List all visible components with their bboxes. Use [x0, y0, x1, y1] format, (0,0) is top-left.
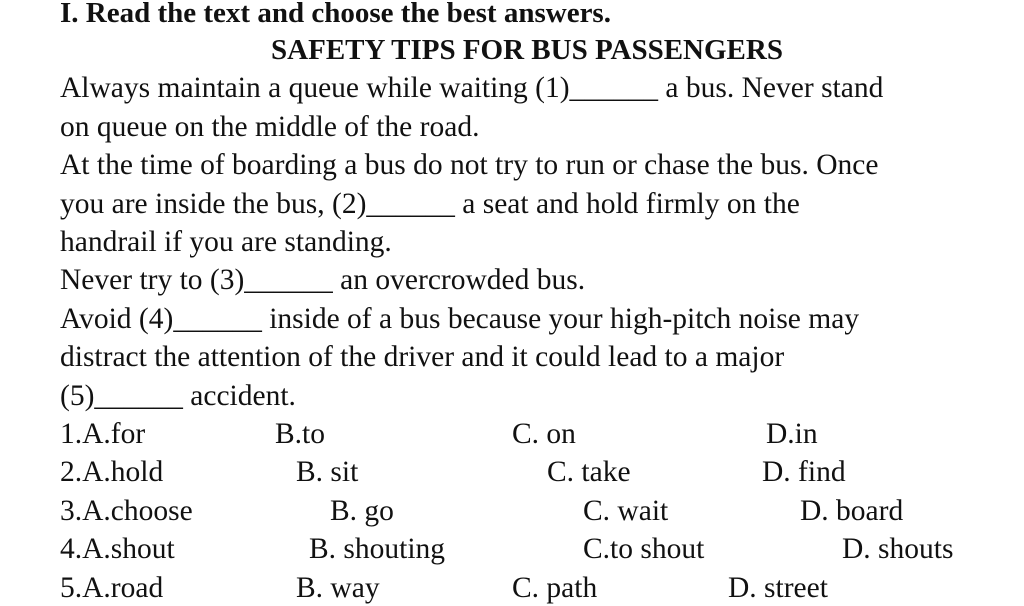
option-3c: C. wait	[583, 495, 669, 527]
option-3b: B. go	[330, 495, 394, 527]
passage-line: Never try to (3)______ an overcrowded bus.	[60, 264, 586, 296]
option-4a: 4.A.shout	[60, 533, 175, 565]
option-1c: C. on	[512, 418, 576, 450]
option-2a: 2.A.hold	[60, 456, 164, 488]
option-3d: D. board	[800, 495, 904, 527]
passage-line: At the time of boarding a bus do not try to run or chase the bus. Once	[60, 149, 879, 181]
passage-title: SAFETY TIPS FOR BUS PASSENGERS	[271, 34, 783, 66]
option-4d: D. shouts	[842, 533, 954, 565]
passage-line: Avoid (4)______ inside of a bus because your high-pitch noise may	[60, 303, 860, 335]
option-2d: D. find	[762, 456, 846, 488]
option-5a: 5.A.road	[60, 572, 164, 604]
option-5d: D. street	[728, 572, 828, 604]
passage-line: handrail if you are standing.	[60, 226, 392, 258]
option-2b: B. sit	[296, 456, 359, 488]
option-2c: C. take	[547, 456, 631, 488]
option-1d: D.in	[766, 418, 818, 450]
option-3a: 3.A.choose	[60, 495, 193, 527]
option-1a: 1.A.for	[60, 418, 146, 450]
passage-line: on queue on the middle of the road.	[60, 111, 480, 143]
passage-line: Always maintain a queue while waiting (1)______ a bus. Never stand	[60, 72, 884, 104]
option-1b: B.to	[275, 418, 325, 450]
option-4b: B. shouting	[309, 533, 446, 565]
option-5c: C. path	[512, 572, 598, 604]
passage-line: you are inside the bus, (2)______ a seat and hold firmly on the	[60, 188, 800, 220]
passage-line: (5)______ accident.	[60, 380, 296, 412]
passage-line: distract the attention of the driver and it could lead to a major	[60, 341, 785, 373]
option-4c: C.to shout	[583, 533, 705, 565]
exercise-heading: I. Read the text and choose the best answers.	[60, 0, 611, 29]
option-5b: B. way	[296, 572, 380, 604]
